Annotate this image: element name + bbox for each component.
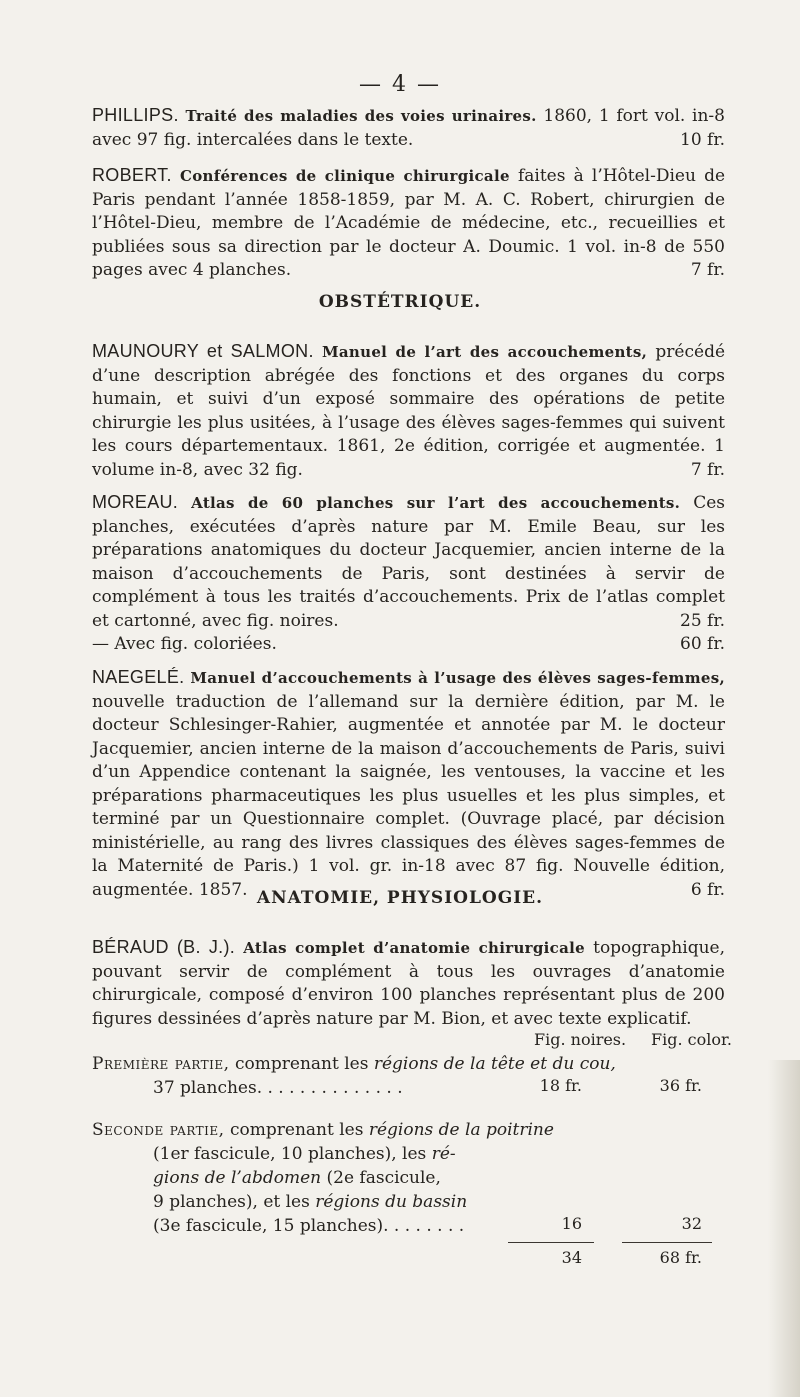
entry-price: 60 fr. xyxy=(680,634,725,654)
column-header-black: Fig. noires. xyxy=(534,1030,627,1049)
entry-author: ROBERT. xyxy=(92,165,172,185)
entry-price: 7 fr. xyxy=(690,260,725,280)
entry-phillips xyxy=(92,104,725,152)
entry-author: PHILLIPS. xyxy=(92,105,179,125)
entry-price: 6 fr. xyxy=(690,879,725,900)
row-label: Première partie, xyxy=(92,1054,230,1074)
table-row-part2 xyxy=(92,1118,737,1142)
entry-title: Conférences de clinique chirurgicale xyxy=(179,167,510,185)
table-row-part2-line5 xyxy=(153,1214,533,1238)
sum-rule-color xyxy=(622,1242,712,1243)
section-heading-obstetrique: OBSTÉTRIQUE. xyxy=(318,292,482,312)
entry-text: Ces planches, exécutées d’après nature par M. Emile Beau, sur les préparations anatomiques du docteur Jacquemier, ancien interne de la maison d’accouchements de Paris, sont destinées à servir de complément à tous les traités d’accouchements. Prix de l’atlas complet et cartonné, avec fig. noires. xyxy=(92,493,726,631)
row-text: (1er fascicule, 10 planches), les xyxy=(153,1144,427,1164)
total-black: 34 xyxy=(561,1248,582,1267)
price-color-part2: 32 xyxy=(681,1214,702,1233)
entry-robert xyxy=(92,164,725,283)
price-black-part1: 18 fr. xyxy=(539,1076,582,1095)
table-row-part2-line2 xyxy=(153,1142,533,1166)
entry-title: Manuel d’accouchements à l’usage des élèves sages-femmes, xyxy=(190,669,725,687)
entry-text: 1860, 1 fort vol. in-8 avec 97 fig. intercalées dans le texte. xyxy=(92,106,725,150)
page-edge-shadow xyxy=(768,1060,800,1397)
row-text: 9 planches), et les xyxy=(153,1192,310,1212)
row-text-italic: gions de l’abdomen xyxy=(153,1168,322,1188)
entry-author: BÉRAUD (B. J.). xyxy=(92,937,236,957)
entry-price: 25 fr. xyxy=(680,610,725,631)
row-text: (3e fascicule, 15 planches). . . . . . . . xyxy=(153,1216,465,1236)
entry-beraud xyxy=(92,936,725,1031)
total-color: 68 fr. xyxy=(659,1248,702,1267)
row-text-italic: régions de la tête et du cou, xyxy=(373,1054,616,1074)
entry-title: Atlas complet d’anatomie chirurgicale xyxy=(243,939,585,957)
entry-price: 7 fr. xyxy=(690,459,725,480)
entry-text: — Avec fig. coloriées. xyxy=(92,634,277,654)
entry-title: Atlas de 60 planches sur l’art des accouchements. xyxy=(191,494,681,512)
table-row-part2-line4 xyxy=(153,1190,533,1214)
row-text: (2e fascicule, xyxy=(326,1168,441,1188)
entry-title: Manuel de l’art des accouchements, xyxy=(322,343,648,361)
price-black-part2: 16 xyxy=(561,1214,582,1233)
entry-text: topographique, pouvant servir de complément à tous les ouvrages d’anatomie chirurgicale, composé d’environ 100 planches représentant plus de 200 figures dessinées d’après nature par M. Bion, et avec texte explicatif. xyxy=(92,938,726,1029)
table-row-part1-cont xyxy=(153,1076,493,1100)
row-text-italic: régions de la poitrine xyxy=(368,1120,554,1140)
sum-rule-black xyxy=(508,1242,594,1243)
entry-author: MOREAU. xyxy=(92,492,179,512)
row-label: Seconde partie, xyxy=(92,1120,225,1140)
entry-text: nouvelle traduction de l’allemand sur la dernière édition, par M. le docteur Schlesinger-Rahier, augmentée et annotée par M. le docteur Jacquemier, ancien interne de la maison d’accouchements de Paris, suivi d’un Appendice contenant la saignée, les ventouses, la vaccine et les préparations pharmaceutiques les plus usuelles et les plus simples, et terminé par un Questionnaire complet. (Ouvrage placé, par décision ministérielle, au rang des livres classiques des élèves sages-femmes de la Maternité de Paris.) 1 vol. gr. in-18 avec 87 fig. Nouvelle édition, augmentée. 1857. xyxy=(92,691,725,900)
table-row-part2-line3 xyxy=(153,1166,533,1190)
entry-price: 10 fr. xyxy=(680,129,725,150)
entry-text: faites à l’Hôtel-Dieu de Paris pendant l’année 1858-1859, par M. A. C. Robert, chirurgien de l’Hôtel-Dieu, membre de l’Académie de médecine, etc., recueillies et publiées sous sa direction par le docteur A. Doumic. 1 vol. in-8 de 550 pages avec 4 planches. xyxy=(92,166,726,280)
entry-text: précédé d’une description abrégée des fonctions et des organes du corps humain, et suivi d’un exposé sommaire des opérations de petite chirurgie les plus usitées, à l’usage des élèves sages-femmes qui suivent les cours départementaux. 1861, 2e édition, corrigée et augmentée. 1 volume in-8, avec 32 fig. xyxy=(92,342,726,480)
price-color-part1: 36 fr. xyxy=(659,1076,702,1095)
row-text-italic: ré- xyxy=(431,1144,456,1164)
page-number: — 4 — xyxy=(359,72,441,97)
column-header-color: Fig. color. xyxy=(651,1030,732,1049)
entry-title: Traité des maladies des voies urinaires. xyxy=(185,107,537,125)
entry-moreau-colored xyxy=(92,633,725,657)
row-text: comprenant les xyxy=(230,1120,364,1140)
section-heading-anatomie: ANATOMIE, PHYSIOLOGIE. xyxy=(256,888,544,908)
entry-moreau xyxy=(92,491,725,633)
table-row-part1 xyxy=(92,1052,737,1076)
entry-author: NAEGELÉ. xyxy=(92,667,185,687)
row-text-italic: régions du bassin xyxy=(315,1192,468,1212)
entry-naegele xyxy=(92,666,725,902)
entry-author: MAUNOURY et SALMON. xyxy=(92,341,314,361)
row-text: 37 planches. . . . . . . . . . . . . . xyxy=(153,1078,403,1098)
row-text: comprenant les xyxy=(235,1054,369,1074)
entry-maunoury xyxy=(92,340,725,482)
